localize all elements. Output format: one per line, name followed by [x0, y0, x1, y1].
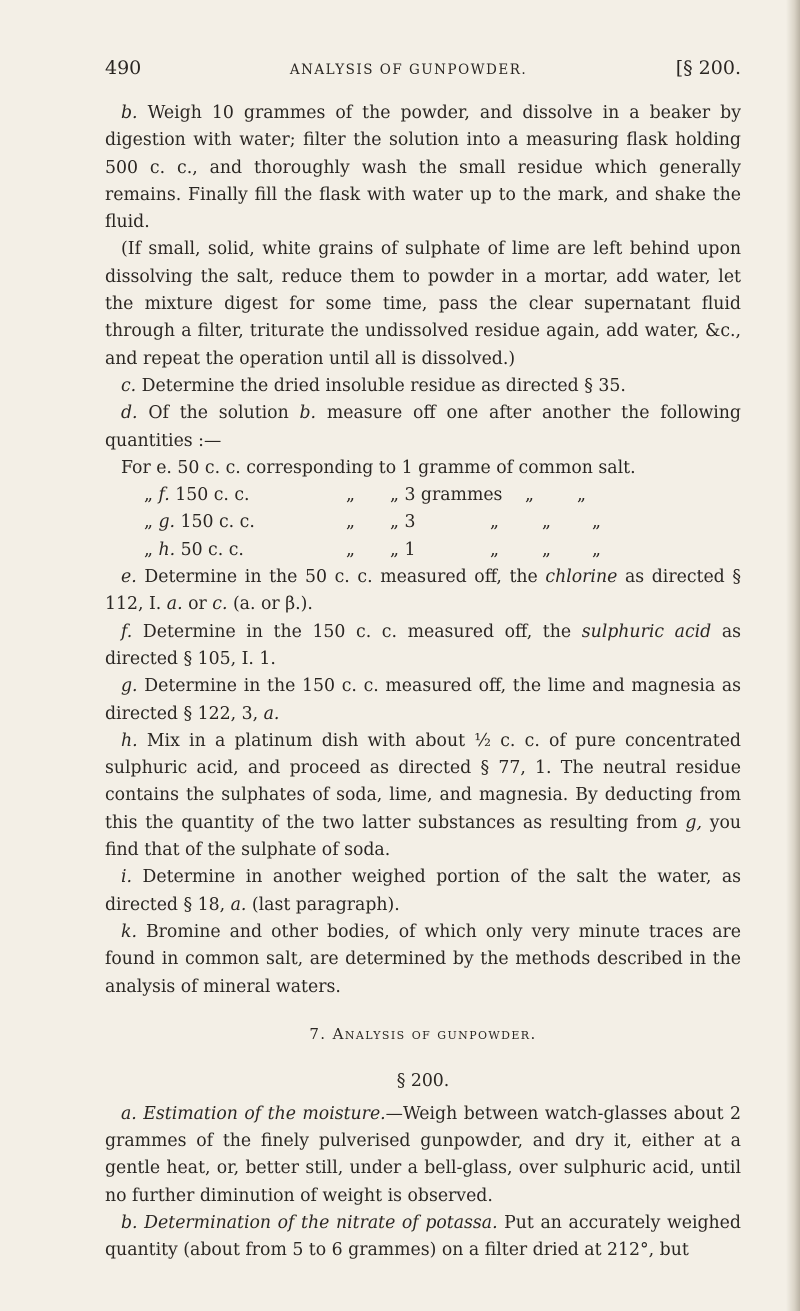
quantity-row: „ h. 50 c. c. „ „ 1 „ „ „ — [144, 539, 601, 560]
page-number: 490 — [105, 57, 142, 79]
quantity-row: „ f. 150 c. c. „ „ 3 grammes „ „ — [144, 485, 586, 506]
paragraph-f: f. Determine in the 150 c. c. measured off, the sulphuric acid as directed § 105, I. 1. — [105, 621, 741, 669]
paragraph-g: g. Determine in the 150 c. c. measured off, the lime and magnesia as directed § 122, 3, a. — [105, 676, 741, 724]
paragraph-note: (If small, solid, white grains of sulphate of lime are left behind upon dissolving the salt, reduce them to powder in a mortar, add water, let the mixture digest for some time, pass the clear supernatant fluid through a filter, triturate the undissolved residue again, add water, &c., and repeat the operation until all is dissolved.) — [105, 239, 741, 369]
book-page — [105, 55, 741, 1265]
section-reference: [§ 200. — [675, 57, 741, 79]
running-header — [105, 55, 741, 85]
gunpowder-paragraph-b: b. Determination of the nitrate of potassa. Put an accurately weighed quantity (about from 5 to 6 grammes) on a filter dried at 212°, but — [105, 1212, 741, 1261]
quantity-row: „ g. 150 c. c. „ „ 3 „ „ „ — [144, 512, 601, 533]
gunpowder-paragraph-a: a. Estimation of the moisture.—Weigh between watch-glasses about 2 grammes of the finely pulverised gunpowder, and dry it, either at a gentle heat, or, better still, under a bell-glass, over sulphuric acid, until no further diminution of weight is observed. — [105, 1103, 741, 1206]
paragraph-b: b. Weigh 10 grammes of the powder, and dissolve in a beaker by digestion with water; filter the solution into a measuring flask holding 500 c. c., and thoroughly wash the small residue which generally remains. Finally fill the flask with water up to the mark, and shake the fluid. — [105, 103, 741, 233]
section-number: § 200. — [396, 1070, 450, 1091]
paragraph-d: d. Of the solution b. measure off one after another the following quantities :— — [105, 403, 741, 451]
running-title: ANALYSIS OF GUNPOWDER. — [289, 62, 528, 78]
section-heading: 7. Analysis of gunpowder. — [309, 1024, 537, 1043]
paragraph-c: c. Determine the dried insoluble residue as directed § 35. — [121, 375, 626, 396]
paragraph-i: i. Determine in another weighed portion of the salt the water, as directed § 18, a. (last paragraph). — [105, 867, 742, 915]
paragraph-e: e. Determine in the 50 c. c. measured off, the chlorine as directed § 112, I. a. or c. (a. or β.). — [105, 567, 742, 615]
paragraph-k: k. Bromine and other bodies, of which only very minute traces are found in common salt, are determined by the methods described in the analysis of mineral waters. — [105, 921, 741, 997]
page-edge — [786, 0, 800, 1311]
quantity-row: For e. 50 c. c. corresponding to 1 gramme of common salt. — [121, 457, 636, 478]
quantities-table — [121, 455, 741, 564]
paragraph-h: h. Mix in a platinum dish with about ½ c. c. of pure concentrated sulphuric acid, and proceed as directed § 77, 1. The neutral residue contains the sulphates of soda, lime, and magnesia. By deducting from this the quantity of the two latter substances as resulting from g, you find that of the sulphate of soda. — [105, 730, 741, 861]
